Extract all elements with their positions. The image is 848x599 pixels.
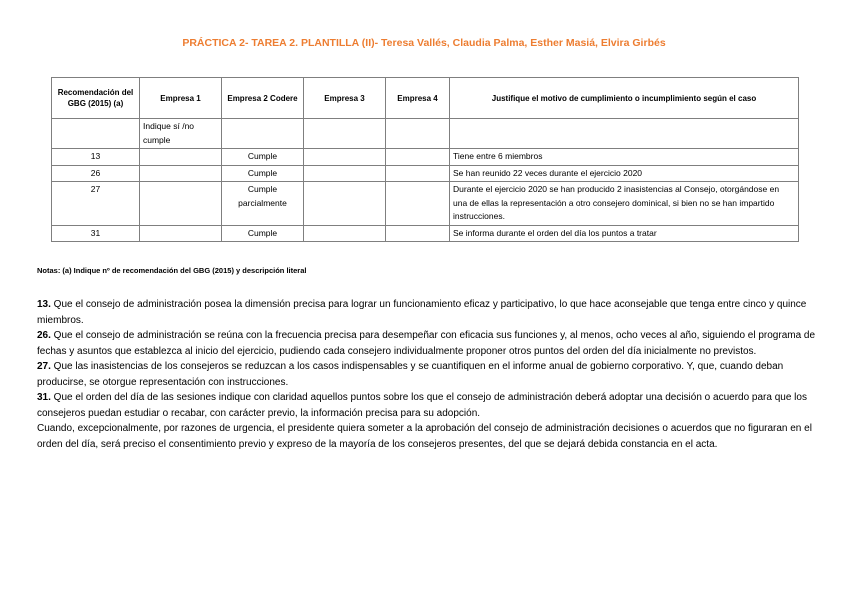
recommendation-text: Que el consejo de administración posea la dimensión precisa para lograr un funcionamiento eficaz y participativo, lo que hace aconsejable que tenga entre cinco y quince miembros.	[37, 299, 807, 326]
header-empresa-1: Empresa 1	[140, 78, 222, 119]
recommendation-26	[37, 328, 817, 359]
table-cell	[304, 149, 386, 166]
recommendation-text: Que las inasistencias de los consejeros se reduzcan a los casos indispensables y se cuantifiquen en el informe anual de gobierno corporativo. Y, que, cuando deban producirse, se otorgue representación con instrucciones.	[37, 361, 784, 388]
table-cell	[140, 182, 222, 226]
document-title: PRÁCTICA 2- TAREA 2. PLANTILLA (II)- Teresa Vallés, Claudia Palma, Esther Masiá, Elvira Girbés	[182, 37, 666, 49]
table-cell	[386, 182, 450, 226]
table-cell: Se han reunido 22 veces durante el ejercicio 2020	[450, 165, 799, 182]
recommendation-number: 27.	[37, 361, 51, 372]
table-cell: Cumple	[222, 149, 304, 166]
recommendation-31	[37, 390, 817, 421]
recommendation-text: Que el orden del día de las sesiones indique con claridad aquellos puntos sobre los que el consejo de administración deberá adoptar una decisión o acuerdo para que los consejeros puedan estudiar o recabar, con carácter previo, la información precisa para su adopción.	[37, 392, 807, 419]
table-cell: 13	[52, 149, 140, 166]
table-cell: Cumple parcialmente	[222, 182, 304, 226]
recommendation-number: 31.	[37, 392, 51, 403]
table-cell	[304, 182, 386, 226]
table-row	[52, 225, 799, 242]
table-cell: 27	[52, 182, 140, 226]
table-cell	[386, 149, 450, 166]
table-cell	[222, 119, 304, 149]
header-recommendation: Recomendación del GBG (2015) (a)	[52, 78, 140, 119]
table-cell: Tiene entre 6 miembros	[450, 149, 799, 166]
table-cell	[140, 225, 222, 242]
table-cell	[52, 119, 140, 149]
table-cell	[304, 225, 386, 242]
table-cell	[386, 165, 450, 182]
table-row	[52, 119, 799, 149]
table-cell	[386, 119, 450, 149]
recommendations-text	[37, 297, 817, 452]
table-row	[52, 149, 799, 166]
recommendation-13	[37, 297, 817, 328]
table-cell	[386, 225, 450, 242]
table-cell	[450, 119, 799, 149]
table-cell	[304, 165, 386, 182]
table-cell	[140, 149, 222, 166]
table-cell: Durante el ejercicio 2020 se han producido 2 inasistencias al Consejo, otorgándose en una de ellas la representación a otro consejero dominical, si bien no se han impartido instrucciones.	[450, 182, 799, 226]
recommendation-number: 26.	[37, 330, 51, 341]
header-empresa-2: Empresa 2 Codere	[222, 78, 304, 119]
header-empresa-4: Empresa 4	[386, 78, 450, 119]
table-cell: Cumple	[222, 225, 304, 242]
table-cell: 26	[52, 165, 140, 182]
table-cell	[304, 119, 386, 149]
header-empresa-3: Empresa 3	[304, 78, 386, 119]
table-cell: Cumple	[222, 165, 304, 182]
recommendation-number: 13.	[37, 299, 51, 310]
table-cell: 31	[52, 225, 140, 242]
recommendation-27	[37, 359, 817, 390]
recommendation-text: Que el consejo de administración se reúna con la frecuencia precisa para desempeñar con eficacia sus funciones y, al menos, ocho veces al año, siguiendo el programa de fechas y asuntos que establezca al inicio del ejercicio, pudiendo cada consejero individualmente proponer otros puntos del orden del día inicialmente no previstos.	[37, 330, 816, 357]
header-justification: Justifique el motivo de cumplimiento o incumplimiento según el caso	[450, 78, 799, 119]
table-row	[52, 182, 799, 226]
table-cell	[140, 165, 222, 182]
table-cell: Indique sí /no cumple	[140, 119, 222, 149]
table-header-row	[52, 78, 799, 119]
compliance-table	[51, 77, 799, 242]
table-notes: Notas: (a) Indique nº de recomendación del GBG (2015) y descripción literal	[37, 266, 307, 275]
closing-paragraph: Cuando, excepcionalmente, por razones de urgencia, el presidente quiera someter a la aprobación del consejo de administración decisiones o acuerdos que no figuraran en el orden del día, será preciso el consentimiento previo y expreso de la mayoría de los consejeros presentes, del que se dejará debida constancia en el acta.	[37, 423, 812, 450]
table-row	[52, 165, 799, 182]
table-cell: Se informa durante el orden del día los puntos a tratar	[450, 225, 799, 242]
